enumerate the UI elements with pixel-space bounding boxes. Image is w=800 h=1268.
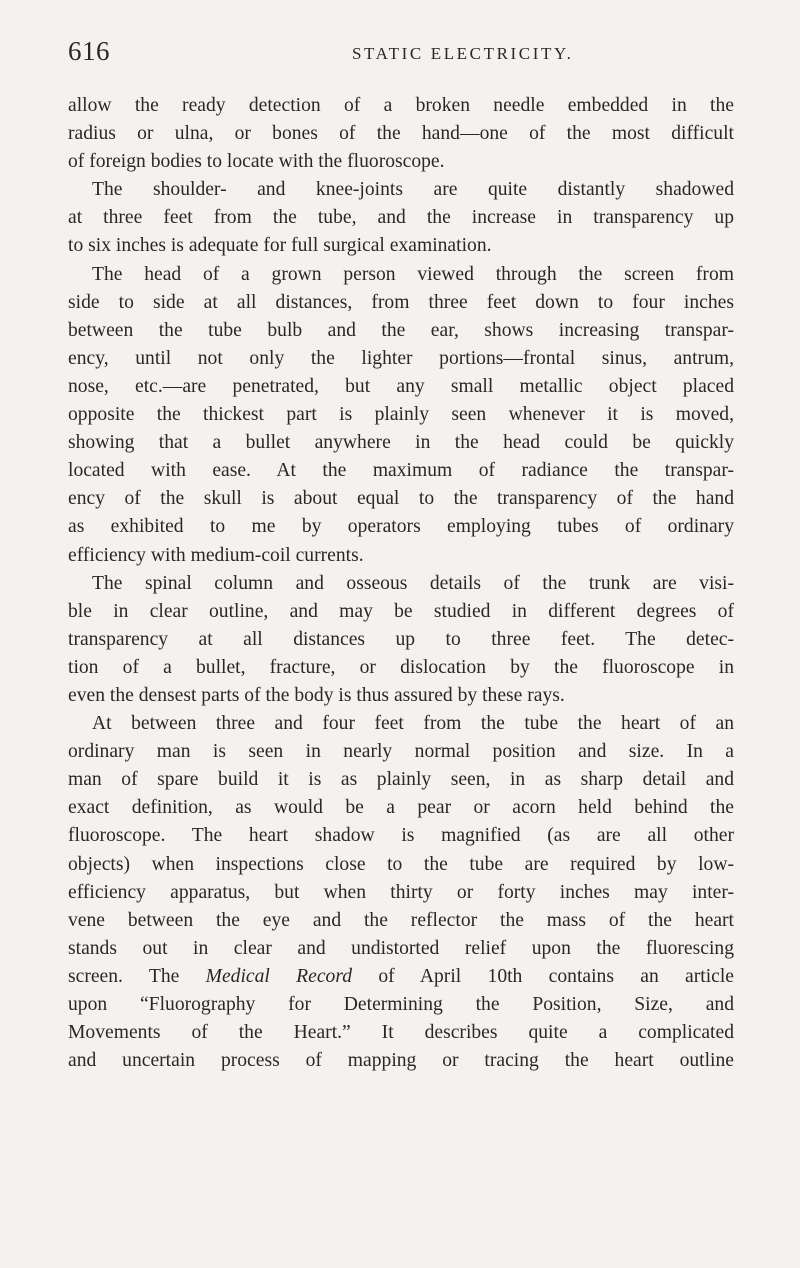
text-line: vene between the eye and the reflector the mass of the heart xyxy=(68,909,734,931)
text-line: of foreign bodies to locate with the fluoroscope. xyxy=(68,151,445,173)
text-line: man of spare build it is as plainly seen, in as sharp detail and xyxy=(68,769,734,791)
text-line: to six inches is adequate for full surgical examination. xyxy=(68,235,492,257)
text-line: ble in clear outline, and may be studied in different degrees of xyxy=(68,600,734,622)
text-line: between the tube bulb and the ear, shows increasing transpar- xyxy=(68,319,734,341)
text-line: efficiency with medium-coil currents. xyxy=(68,544,364,566)
text-line: showing that a bullet anywhere in the head could be quickly xyxy=(68,432,734,454)
text-line: At between three and four feet from the tube the heart of an xyxy=(92,713,734,735)
text-line: tion of a bullet, fracture, or dislocation by the fluoroscope in xyxy=(68,656,734,678)
text-segment: screen. The xyxy=(68,965,206,987)
text-line: fluoroscope. The heart shadow is magnified (as are all other xyxy=(68,825,734,847)
text-line: side to side at all distances, from three feet down to four inches xyxy=(68,291,734,313)
text-segment: of April 10th contains an article xyxy=(352,965,735,987)
text-line: even the densest parts of the body is thus assured by these rays. xyxy=(68,684,565,706)
text-line: and uncertain process of mapping or tracing the heart outline xyxy=(68,1050,734,1072)
text-line: exact definition, as would be a pear or acorn held behind the xyxy=(68,797,734,819)
page-number: 616 xyxy=(68,36,110,66)
text-line: upon “Fluorography for Determining the Position, Size, and xyxy=(68,994,734,1015)
text-line: efficiency apparatus, but when thirty or forty inches may inter- xyxy=(68,881,734,903)
text-line: radius or ulna, or bones of the hand—one of the most difficult xyxy=(68,123,734,145)
running-head xyxy=(68,36,738,76)
text-line: transparency at all distances up to three feet. The detec- xyxy=(68,628,734,650)
text-line: ency, until not only the lighter portions—frontal sinus, antrum, xyxy=(68,347,734,369)
text-line: as exhibited to me by operators employing tubes of ordinary xyxy=(68,516,734,538)
running-title: STATIC ELECTRICITY. xyxy=(352,44,574,63)
text-line: The shoulder- and knee-joints are quite distantly shadowed xyxy=(92,179,734,201)
text-line: nose, etc.—are penetrated, but any small metallic object placed xyxy=(68,375,734,397)
italic-title: Medical Record xyxy=(205,965,353,987)
text-line: opposite the thickest part is plainly seen whenever it is moved, xyxy=(68,404,734,426)
text-line: The spinal column and osseous details of the trunk are visi- xyxy=(92,572,734,594)
text-line: stands out in clear and undistorted relief upon the fluorescing xyxy=(68,937,734,959)
text-line: The head of a grown person viewed through the screen from xyxy=(92,263,734,285)
text-line: allow the ready detection of a broken needle embedded in the xyxy=(68,95,734,116)
text-line: objects) when inspections close to the tube are required by low- xyxy=(68,853,734,875)
text-line xyxy=(68,963,734,991)
text-line: ency of the skull is about equal to the transparency of the hand xyxy=(68,488,734,510)
body-text xyxy=(68,92,734,1075)
text-line: located with ease. At the maximum of radiance the transpar- xyxy=(68,460,734,482)
text-line: Movements of the Heart.” It describes quite a complicated xyxy=(68,1022,734,1044)
text-line: at three feet from the tube, and the increase in transparency up xyxy=(68,207,734,229)
text-line: ordinary man is seen in nearly normal position and size. In a xyxy=(68,741,734,763)
